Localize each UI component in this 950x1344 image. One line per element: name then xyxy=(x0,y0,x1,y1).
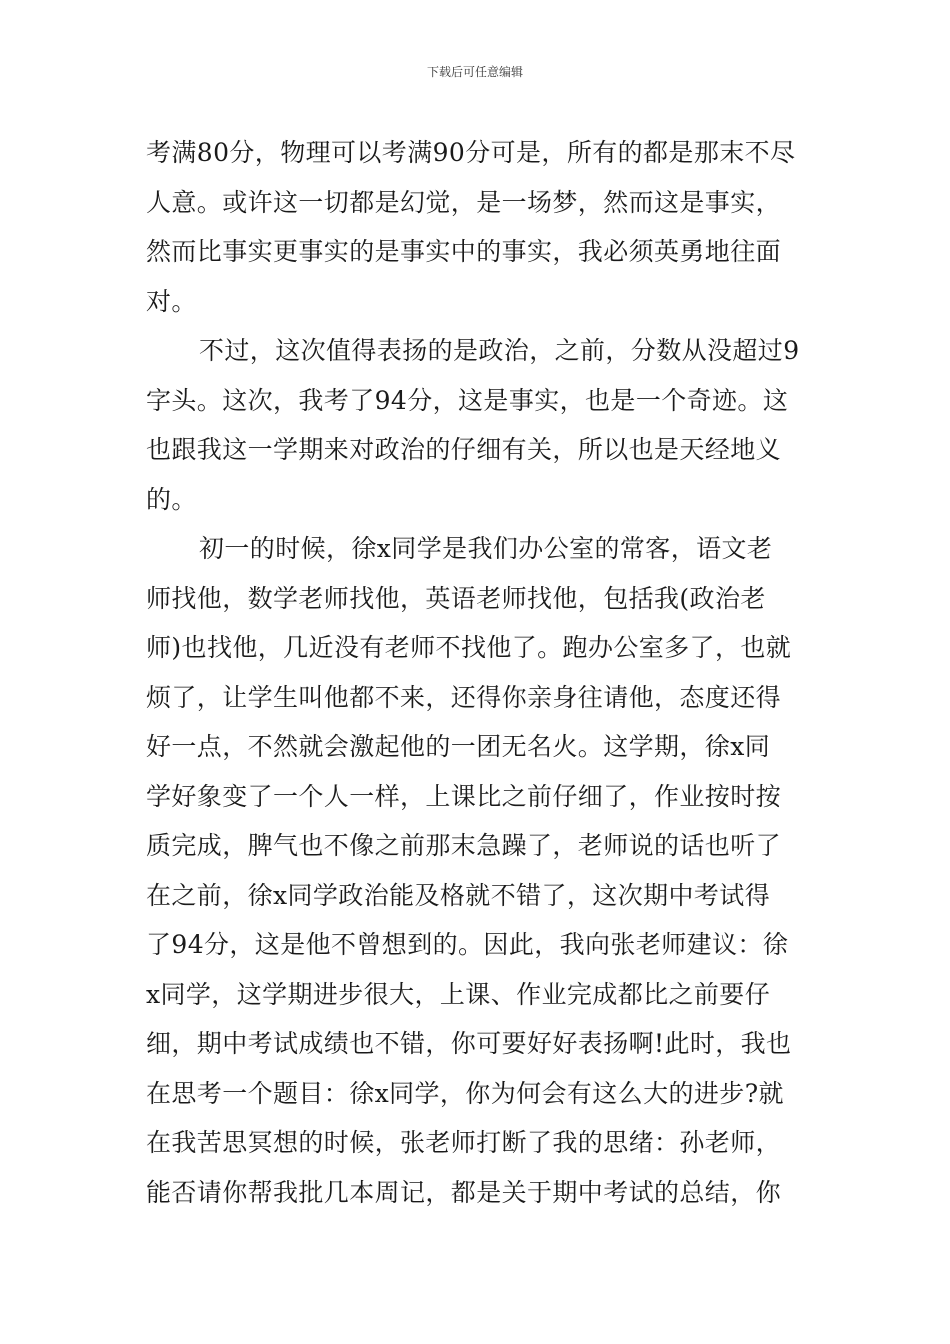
text-line: 能否请你帮我批几本周记，都是关于期中考试的总结，你 xyxy=(146,1177,782,1207)
text-line: 师找他，数学老师找他，英语老师找他，包括我(政治老 xyxy=(146,583,766,613)
text-line: 字头。这次，我考了94分，这是事实，也是一个奇迹。这 xyxy=(146,385,789,415)
page-header: 下载后可任意编辑 xyxy=(426,65,523,79)
text-line: 师)也找他，几近没有老师不找他了。跑办公室多了，也就 xyxy=(146,633,792,662)
paragraph-3 xyxy=(146,524,810,1217)
text-line: 然而比事实更事实的是事实中的事实，我必须英勇地往面 xyxy=(146,237,782,266)
text-line: 对。 xyxy=(146,286,197,316)
text-line: 细，期中考试成绩也不错，你可要好好表扬啊!此时，我也 xyxy=(146,1029,792,1058)
text-line: 在思考一个题目：徐x同学，你为何会有这么大的进步?就 xyxy=(146,1078,784,1108)
text-line: 了94分，这是他不曾想到的。因此，我向张老师建议：徐 xyxy=(146,930,789,959)
text-line: 在之前，徐x同学政治能及格就不错了，这次期中考试得 xyxy=(146,880,771,910)
text-line: 也跟我这一学期来对政治的仔细有关，所以也是天经地义 xyxy=(146,435,782,464)
text-line: 质完成，脾气也不像之前那末急躁了，老师说的话也听了 xyxy=(146,831,782,860)
text-line: 的。 xyxy=(146,484,197,514)
text-line: 好一点，不然就会激起他的一团无名火。这学期，徐x同 xyxy=(146,732,771,761)
text-line: 烦了，让学生叫他都不来，还得你亲身往请他，态度还得 xyxy=(146,682,782,712)
text-line: 人意。或许这一切都是幻觉，是一场梦，然而这是事实， xyxy=(146,187,782,217)
document-body xyxy=(146,128,810,1217)
text-line: 初一的时候，徐x同学是我们办公室的常客，语文老 xyxy=(199,534,773,563)
text-line: 在我苦思冥想的时候，张老师打断了我的思绪：孙老师， xyxy=(146,1128,782,1157)
text-line: 学好象变了一个人一样，上课比之前仔细了，作业按时按 xyxy=(146,781,782,811)
text-line: 考满80分，物理可以考满90分可是，所有的都是那末不尽 xyxy=(146,138,796,167)
paragraph-1 xyxy=(146,128,810,326)
text-line: x同学，这学期进步很大，上课、作业完成都比之前要仔 xyxy=(146,979,771,1009)
text-line: 不过，这次值得表扬的是政治，之前，分数从没超过9 xyxy=(199,336,800,365)
paragraph-2 xyxy=(146,326,810,524)
